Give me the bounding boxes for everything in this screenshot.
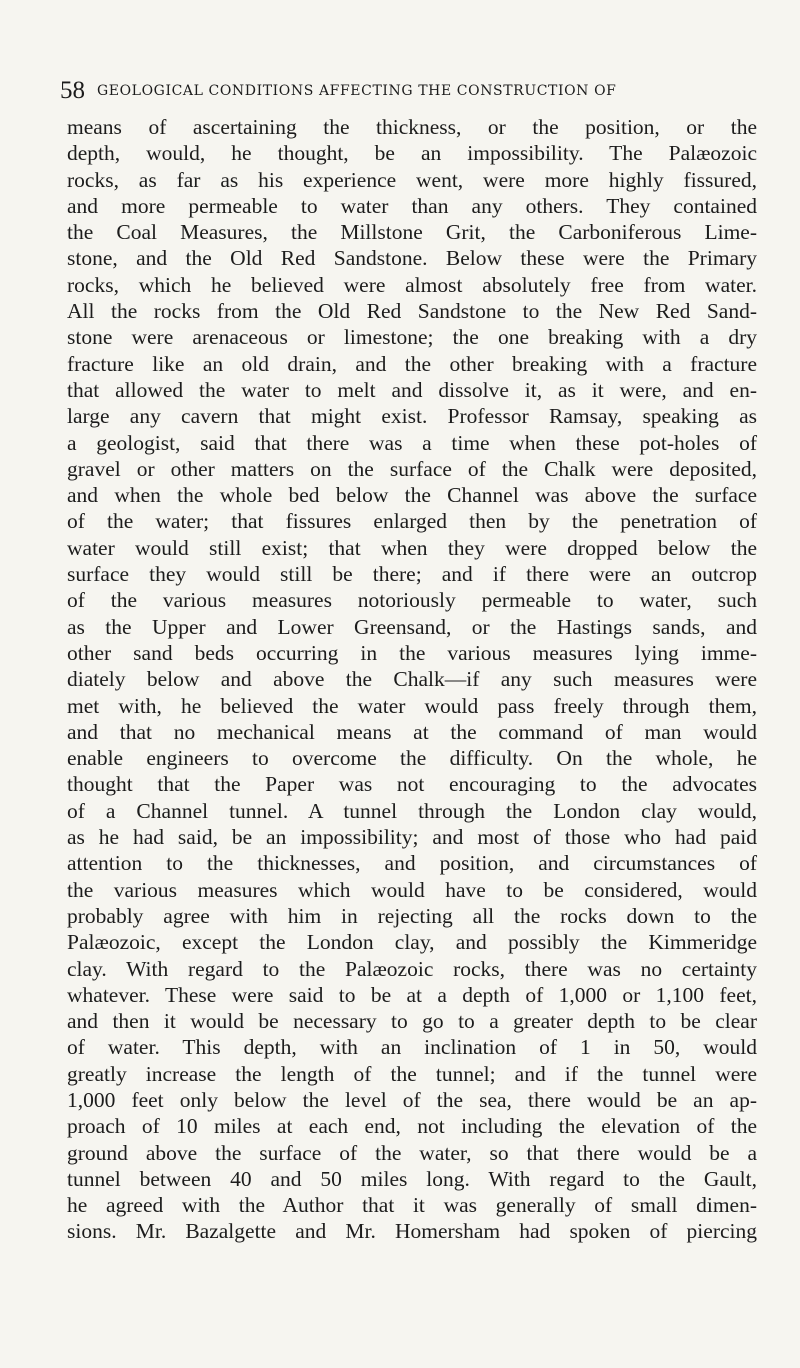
text-line: All the rocks from the Old Red Sandstone to the New Red Sand-	[67, 299, 757, 324]
text-line: the various measures which would have to be considered, would	[67, 877, 757, 902]
text-line: diately below and above the Chalk—if any such measures were	[67, 667, 757, 692]
text-line: sions. Mr. Bazalgette and Mr. Homersham had spoken of piercing	[67, 1219, 757, 1244]
text-line: that allowed the water to melt and dissolve it, as it were, and en-	[67, 377, 757, 402]
text-line: and then it would be necessary to go to a greater depth to be clear	[67, 1009, 757, 1034]
text-line: tunnel between 40 and 50 miles long. With regard to the Gault,	[67, 1166, 757, 1191]
running-head	[60, 76, 760, 106]
text-line: as he had said, be an impossibility; and most of those who had paid	[67, 825, 757, 850]
text-line: greatly increase the length of the tunnel; and if the tunnel were	[67, 1061, 757, 1086]
text-line: depth, would, he thought, be an impossibility. The Palæozoic	[67, 141, 757, 166]
running-title: GEOLOGICAL CONDITIONS AFFECTING THE CONSTRUCTION OF	[97, 83, 617, 99]
text-line: clay. With regard to the Palæozoic rocks, there was no certainty	[67, 956, 757, 981]
text-line: and when the whole bed below the Channel was above the surface	[67, 483, 757, 508]
text-line: stone were arenaceous or limestone; the one breaking with a dry	[67, 325, 757, 350]
text-line: a geologist, said that there was a time when these pot-holes of	[67, 430, 757, 455]
text-line: other sand beds occurring in the various measures lying imme-	[67, 640, 757, 665]
text-line: probably agree with him in rejecting all the rocks down to the	[67, 903, 757, 928]
text-line: of the water; that fissures enlarged then by the penetration of	[67, 509, 757, 534]
text-line: rocks, as far as his experience went, were more highly fissured,	[67, 167, 757, 192]
text-line: surface they would still be there; and if there were an outcrop	[67, 562, 757, 587]
text-line: water would still exist; that when they were dropped below the	[67, 535, 757, 560]
text-line: rocks, which he believed were almost absolutely free from water.	[67, 272, 757, 297]
text-line: attention to the thicknesses, and position, and circumstances of	[67, 851, 757, 876]
text-line: 1,000 feet only below the level of the sea, there would be an ap-	[67, 1087, 757, 1112]
text-line: as the Upper and Lower Greensand, or the Hastings sands, and	[67, 614, 757, 639]
text-line: of a Channel tunnel. A tunnel through the London clay would,	[67, 798, 757, 823]
page-number: 58	[60, 77, 85, 104]
text-line: ground above the surface of the water, so that there would be a	[67, 1140, 757, 1165]
text-line: of the various measures notoriously permeable to water, such	[67, 588, 757, 613]
text-line: Palæozoic, except the London clay, and possibly the Kimmeridge	[67, 930, 757, 955]
body-text	[67, 114, 757, 1245]
text-line: and more permeable to water than any others. They contained	[67, 193, 757, 218]
text-line: proach of 10 miles at each end, not including the elevation of the	[67, 1114, 757, 1139]
text-line: of water. This depth, with an inclination of 1 in 50, would	[67, 1035, 757, 1060]
text-line: whatever. These were said to be at a depth of 1,000 or 1,100 feet,	[67, 982, 757, 1007]
text-line: large any cavern that might exist. Professor Ramsay, speaking as	[67, 404, 757, 429]
text-line: met with, he believed the water would pass freely through them,	[67, 693, 757, 718]
text-line: fracture like an old drain, and the other breaking with a fracture	[67, 351, 757, 376]
text-line: gravel or other matters on the surface of the Chalk were deposited,	[67, 456, 757, 481]
text-line: stone, and the Old Red Sandstone. Below these were the Primary	[67, 246, 757, 271]
text-line: the Coal Measures, the Millstone Grit, the Carboniferous Lime-	[67, 220, 757, 245]
text-line: and that no mechanical means at the command of man would	[67, 719, 757, 744]
text-line: thought that the Paper was not encouraging to the advocates	[67, 772, 757, 797]
text-line: means of ascertaining the thickness, or the position, or the	[67, 115, 757, 139]
text-line: enable engineers to overcome the difficulty. On the whole, he	[67, 746, 757, 771]
text-line: he agreed with the Author that it was generally of small dimen-	[67, 1193, 757, 1218]
